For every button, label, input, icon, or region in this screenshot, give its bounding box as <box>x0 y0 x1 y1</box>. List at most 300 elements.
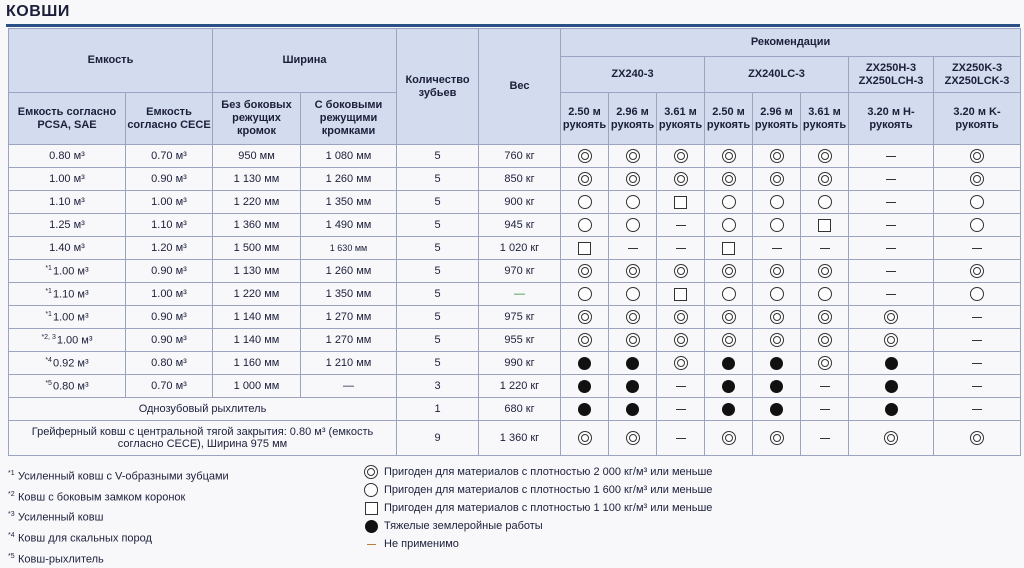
dash-icon <box>820 409 830 410</box>
rec-cell <box>657 306 705 329</box>
col-recommendations: Рекомендации <box>561 29 1021 57</box>
rec-cell <box>657 421 705 456</box>
rec-cell <box>934 283 1021 306</box>
double-circle-icon <box>770 333 784 347</box>
rec-cell <box>753 352 801 375</box>
table-row <box>9 352 1021 375</box>
legend-icon-slot <box>362 502 380 515</box>
width-no-side-cell: 1 220 мм <box>213 283 301 306</box>
col-capacity: Емкость <box>9 29 213 93</box>
cap-pcsa-value: 1.10 м³ <box>49 196 85 208</box>
circle-icon <box>970 218 984 232</box>
cap-pcsa-cell <box>9 214 126 237</box>
teeth-cell: 5 <box>397 145 479 168</box>
footnotes <box>8 465 229 568</box>
col-weight: Вес <box>479 29 561 145</box>
rec-cell <box>934 191 1021 214</box>
weight-cell: 1 020 кг <box>479 237 561 260</box>
arm-361-b: 3.61 м рукоять <box>801 93 849 145</box>
rec-cell <box>753 398 801 421</box>
double-circle-icon <box>674 149 688 163</box>
rec-cell <box>561 306 609 329</box>
rec-cell <box>705 421 753 456</box>
rec-cell <box>705 329 753 352</box>
weight-cell: 990 кг <box>479 352 561 375</box>
cap-pcsa-value: 0.80 м³ <box>52 380 89 393</box>
model-zx240lc: ZX240LC-3 <box>705 57 849 93</box>
rec-cell <box>561 168 609 191</box>
weight-cell: 900 кг <box>479 191 561 214</box>
rec-cell <box>609 329 657 352</box>
dash-icon <box>972 386 982 387</box>
width-no-side-cell: 1 000 мм <box>213 375 301 398</box>
width-no-side-cell: 1 500 мм <box>213 237 301 260</box>
cap-pcsa-value: 1.00 м³ <box>52 311 89 324</box>
double-circle-icon <box>578 431 592 445</box>
dash-icon <box>628 248 638 249</box>
rec-cell <box>705 306 753 329</box>
legend-text: Не применимо <box>384 538 459 550</box>
cap-cece-cell: 0.80 м³ <box>126 352 213 375</box>
double-circle-icon <box>722 431 736 445</box>
cap-cece-cell: 1.00 м³ <box>126 191 213 214</box>
arm-361-a: 3.61 м рукоять <box>657 93 705 145</box>
teeth-cell: 5 <box>397 306 479 329</box>
rec-cell <box>801 214 849 237</box>
double-circle-icon <box>884 310 898 324</box>
rec-cell <box>801 283 849 306</box>
rec-cell <box>849 283 934 306</box>
cap-cece-cell: 1.10 м³ <box>126 214 213 237</box>
rec-cell <box>849 375 934 398</box>
footnote-text: Ковш для скальных пород <box>18 532 152 545</box>
filled-circle-icon <box>722 357 735 370</box>
title-rule <box>6 24 1020 27</box>
circle-icon <box>818 287 832 301</box>
teeth-cell: 5 <box>397 352 479 375</box>
double-circle-icon <box>626 333 640 347</box>
rec-cell <box>849 398 934 421</box>
footnote-mark: *4 <box>45 356 52 364</box>
weight-cell: 970 кг <box>479 260 561 283</box>
double-circle-icon <box>626 310 640 324</box>
rec-cell <box>801 352 849 375</box>
dash-icon <box>886 202 896 203</box>
legend <box>362 463 712 553</box>
circle-icon <box>722 287 736 301</box>
legend-text: Пригоден для материалов с плотностью 2 000 кг/м³ или меньше <box>384 466 713 478</box>
circle-icon <box>626 218 640 232</box>
rec-cell <box>657 191 705 214</box>
double-circle-icon <box>578 264 592 278</box>
rec-cell <box>849 306 934 329</box>
double-circle-icon <box>884 333 898 347</box>
cap-pcsa-value: 1.25 м³ <box>49 219 85 231</box>
double-circle-icon <box>578 333 592 347</box>
footnote-mark: *1 <box>45 264 52 272</box>
dash-icon <box>972 363 982 364</box>
width-side-cell: 1 270 мм <box>301 329 397 352</box>
rec-cell <box>934 421 1021 456</box>
cap-cece-cell: 0.90 м³ <box>126 329 213 352</box>
rec-cell <box>849 237 934 260</box>
rec-cell <box>849 191 934 214</box>
table-row <box>9 260 1021 283</box>
table-row <box>9 306 1021 329</box>
dash-icon <box>820 248 830 249</box>
filled-circle-icon <box>626 357 639 370</box>
rec-cell <box>934 398 1021 421</box>
circle-icon <box>770 195 784 209</box>
rec-cell <box>657 398 705 421</box>
rec-cell <box>753 306 801 329</box>
legend-text: Пригоден для материалов с плотностью 1 100 кг/м³ или меньше <box>384 502 713 514</box>
filled-circle-icon <box>770 380 783 393</box>
rec-cell <box>801 168 849 191</box>
rec-cell <box>609 352 657 375</box>
cap-cece-cell: 0.70 м³ <box>126 145 213 168</box>
arm-k: 3.20 м K-рукоять <box>934 93 1021 145</box>
rec-cell <box>561 398 609 421</box>
row-label-cell: Грейферный ковш с центральной тягой закрытия: 0.80 м³ (емкость согласно CECE), Ширина 975 мм <box>9 421 397 456</box>
width-side-cell: 1 270 мм <box>301 306 397 329</box>
double-circle-icon <box>818 264 832 278</box>
rec-cell <box>753 329 801 352</box>
table-row <box>9 237 1021 260</box>
rec-cell <box>561 191 609 214</box>
weight-cell: 680 кг <box>479 398 561 421</box>
cap-cece-cell: 0.90 м³ <box>126 306 213 329</box>
cap-pcsa-value: 1.10 м³ <box>52 288 89 301</box>
rec-cell <box>657 352 705 375</box>
teeth-cell: 9 <box>397 421 479 456</box>
row-label-cell: Однозубовый рыхлитель <box>9 398 397 421</box>
cap-pcsa-cell <box>9 260 126 283</box>
dash-icon <box>367 544 376 545</box>
rec-cell <box>609 421 657 456</box>
rec-cell <box>753 260 801 283</box>
double-circle-icon <box>722 333 736 347</box>
filled-circle-icon <box>626 403 639 416</box>
rec-cell <box>561 145 609 168</box>
rec-cell <box>609 375 657 398</box>
rec-cell <box>657 168 705 191</box>
rec-cell <box>934 329 1021 352</box>
arm-250-b: 2.50 м рукоять <box>705 93 753 145</box>
double-circle-icon <box>674 264 688 278</box>
circle-icon <box>818 195 832 209</box>
rec-cell <box>657 283 705 306</box>
model-zx250h: ZX250H-3 ZX250LCH-3 <box>849 57 934 93</box>
cap-pcsa-value: 0.92 м³ <box>52 357 89 370</box>
footnote-item <box>8 506 229 527</box>
rec-cell <box>934 168 1021 191</box>
cap-pcsa-value: 1.00 м³ <box>56 334 93 347</box>
legend-item <box>362 481 712 499</box>
legend-icon-slot <box>362 483 380 497</box>
rec-cell <box>753 214 801 237</box>
double-circle-icon <box>884 431 898 445</box>
double-circle-icon <box>970 431 984 445</box>
rec-cell <box>934 352 1021 375</box>
double-circle-icon <box>722 149 736 163</box>
rec-cell <box>657 375 705 398</box>
table-row <box>9 145 1021 168</box>
rec-cell <box>753 283 801 306</box>
table-row <box>9 214 1021 237</box>
rec-cell <box>561 214 609 237</box>
double-circle-icon <box>364 465 378 479</box>
table-row <box>9 191 1021 214</box>
rec-cell <box>705 237 753 260</box>
teeth-cell: 5 <box>397 260 479 283</box>
legend-item <box>362 499 712 517</box>
circle-icon <box>364 483 378 497</box>
rec-cell <box>609 145 657 168</box>
table-body <box>9 145 1021 456</box>
double-circle-icon <box>770 310 784 324</box>
teeth-cell: 5 <box>397 168 479 191</box>
cap-pcsa-cell <box>9 352 126 375</box>
filled-circle-icon <box>770 403 783 416</box>
col-cap-pcsa: Емкость согласно PCSA, SAE <box>9 93 126 145</box>
page-title: КОВШИ <box>6 3 70 20</box>
filled-circle-icon <box>770 357 783 370</box>
width-side-cell: 1 210 мм <box>301 352 397 375</box>
double-circle-icon <box>770 149 784 163</box>
width-no-side-cell: 950 мм <box>213 145 301 168</box>
rec-cell <box>705 191 753 214</box>
footnote-text: Ковш с боковым замком коронок <box>18 491 186 504</box>
legend-item <box>362 517 712 535</box>
ripper-row <box>9 398 1021 421</box>
cap-pcsa-value: 1.00 м³ <box>49 173 85 185</box>
rec-cell <box>657 214 705 237</box>
double-circle-icon <box>626 264 640 278</box>
width-side-cell: 1 080 мм <box>301 145 397 168</box>
rec-cell <box>801 421 849 456</box>
double-circle-icon <box>674 333 688 347</box>
col-width: Ширина <box>213 29 397 93</box>
circle-icon <box>770 287 784 301</box>
arm-250-a: 2.50 м рукоять <box>561 93 609 145</box>
table-row <box>9 329 1021 352</box>
rec-cell <box>801 306 849 329</box>
footnote-item <box>8 465 229 486</box>
footnote-item <box>8 527 229 548</box>
rec-cell <box>849 421 934 456</box>
weight-cell: 1 220 кг <box>479 375 561 398</box>
rec-cell <box>609 283 657 306</box>
rec-cell <box>705 352 753 375</box>
dash-icon <box>676 409 686 410</box>
rec-cell <box>657 260 705 283</box>
rec-cell <box>705 260 753 283</box>
width-side-cell: 1 260 мм <box>301 260 397 283</box>
circle-icon <box>770 218 784 232</box>
rec-cell <box>705 283 753 306</box>
model-zx250k: ZX250K-3 ZX250LCK-3 <box>934 57 1021 93</box>
weight-cell: 850 кг <box>479 168 561 191</box>
teeth-cell: 3 <box>397 375 479 398</box>
legend-icon-slot <box>362 520 380 533</box>
footnote-mark: *3 <box>8 511 15 519</box>
double-circle-icon <box>970 264 984 278</box>
dash-icon <box>972 340 982 341</box>
cap-pcsa-cell <box>9 283 126 306</box>
rec-cell <box>753 168 801 191</box>
cap-cece-cell: 0.70 м³ <box>126 375 213 398</box>
legend-icon-slot <box>362 465 380 479</box>
double-circle-icon <box>818 356 832 370</box>
rec-cell <box>705 398 753 421</box>
weight-cell: 1 360 кг <box>479 421 561 456</box>
legend-icon-slot <box>362 544 380 545</box>
rec-cell <box>561 421 609 456</box>
teeth-cell: 1 <box>397 398 479 421</box>
rec-cell <box>609 214 657 237</box>
dash-icon <box>886 294 896 295</box>
dash-icon <box>886 271 896 272</box>
footnote-mark: *1 <box>45 310 52 318</box>
double-circle-icon <box>970 172 984 186</box>
rec-cell <box>801 237 849 260</box>
width-no-side-cell: 1 140 мм <box>213 329 301 352</box>
cap-pcsa-cell <box>9 306 126 329</box>
col-width-no-side: Без боковых режущих кромок <box>213 93 301 145</box>
model-zx240: ZX240-3 <box>561 57 705 93</box>
footnote-text: Ковш-рыхлитель <box>18 553 104 566</box>
filled-circle-icon <box>885 403 898 416</box>
circle-icon <box>970 287 984 301</box>
col-teeth: Количество зубьев <box>397 29 479 145</box>
double-circle-icon <box>626 172 640 186</box>
filled-circle-icon <box>578 357 591 370</box>
rec-cell <box>561 237 609 260</box>
rec-cell <box>609 260 657 283</box>
rec-cell <box>561 375 609 398</box>
col-width-side: С боковыми режущими кромками <box>301 93 397 145</box>
rec-cell <box>705 145 753 168</box>
weight-cell: 975 кг <box>479 306 561 329</box>
cap-cece-cell: 0.90 м³ <box>126 168 213 191</box>
double-circle-icon <box>970 149 984 163</box>
double-circle-icon <box>626 149 640 163</box>
rec-cell <box>801 191 849 214</box>
cap-pcsa-value: 1.40 м³ <box>49 242 85 254</box>
dash-icon <box>886 179 896 180</box>
legend-item <box>362 463 712 481</box>
rec-cell <box>934 260 1021 283</box>
cap-pcsa-cell <box>9 237 126 260</box>
cap-cece-cell: 0.90 м³ <box>126 260 213 283</box>
rec-cell <box>801 260 849 283</box>
square-icon <box>722 242 735 255</box>
table-row <box>9 283 1021 306</box>
dash-icon <box>676 248 686 249</box>
rec-cell <box>934 306 1021 329</box>
table-row <box>9 168 1021 191</box>
rec-cell <box>561 260 609 283</box>
dash-icon <box>676 386 686 387</box>
rec-cell <box>561 352 609 375</box>
legend-item <box>362 535 712 553</box>
cap-pcsa-cell <box>9 145 126 168</box>
rec-cell <box>801 375 849 398</box>
filled-circle-icon <box>885 357 898 370</box>
rec-cell <box>801 145 849 168</box>
rec-cell <box>849 329 934 352</box>
circle-icon <box>626 195 640 209</box>
filled-circle-icon <box>578 380 591 393</box>
rec-cell <box>705 214 753 237</box>
double-circle-icon <box>818 172 832 186</box>
circle-icon <box>722 218 736 232</box>
width-no-side-cell: 1 140 мм <box>213 306 301 329</box>
double-circle-icon <box>722 264 736 278</box>
double-circle-icon <box>674 356 688 370</box>
col-cap-cece: Емкость согласно CECE <box>126 93 213 145</box>
double-circle-icon <box>578 310 592 324</box>
dash-icon <box>886 156 896 157</box>
square-icon <box>674 288 687 301</box>
arm-296-a: 2.96 м рукоять <box>609 93 657 145</box>
double-circle-icon <box>626 431 640 445</box>
circle-icon <box>578 218 592 232</box>
cap-pcsa-cell <box>9 375 126 398</box>
rec-cell <box>657 237 705 260</box>
double-circle-icon <box>722 172 736 186</box>
square-icon <box>818 219 831 232</box>
dash-icon <box>676 225 686 226</box>
rec-cell <box>705 375 753 398</box>
circle-icon <box>626 287 640 301</box>
circle-icon <box>578 195 592 209</box>
rec-cell <box>561 283 609 306</box>
rec-cell <box>934 237 1021 260</box>
width-side-cell: — <box>301 375 397 398</box>
rec-cell <box>561 329 609 352</box>
footnote-text: Усиленный ковш <box>18 511 104 524</box>
footnote-mark: *5 <box>45 379 52 387</box>
rec-cell <box>801 329 849 352</box>
rec-cell <box>753 237 801 260</box>
dash-icon <box>820 438 830 439</box>
double-circle-icon <box>818 310 832 324</box>
double-circle-icon <box>818 149 832 163</box>
rec-cell <box>609 237 657 260</box>
rec-cell <box>609 191 657 214</box>
footnote-mark: *1 <box>8 470 15 477</box>
footnote-mark: *5 <box>8 552 15 560</box>
width-no-side-cell: 1 220 мм <box>213 191 301 214</box>
footnote-mark: *4 <box>8 531 15 539</box>
width-no-side-cell: 1 130 мм <box>213 260 301 283</box>
dash-icon <box>972 248 982 249</box>
filled-circle-icon <box>626 380 639 393</box>
rec-cell <box>609 398 657 421</box>
double-circle-icon <box>770 264 784 278</box>
double-circle-icon <box>674 172 688 186</box>
rec-cell <box>753 145 801 168</box>
dash-icon <box>886 248 896 249</box>
width-side-cell: 1 630 мм <box>301 237 397 260</box>
footnote-item <box>8 486 229 507</box>
double-circle-icon <box>722 310 736 324</box>
dash-icon <box>772 248 782 249</box>
circle-icon <box>970 195 984 209</box>
weight-cell: — <box>479 283 561 306</box>
